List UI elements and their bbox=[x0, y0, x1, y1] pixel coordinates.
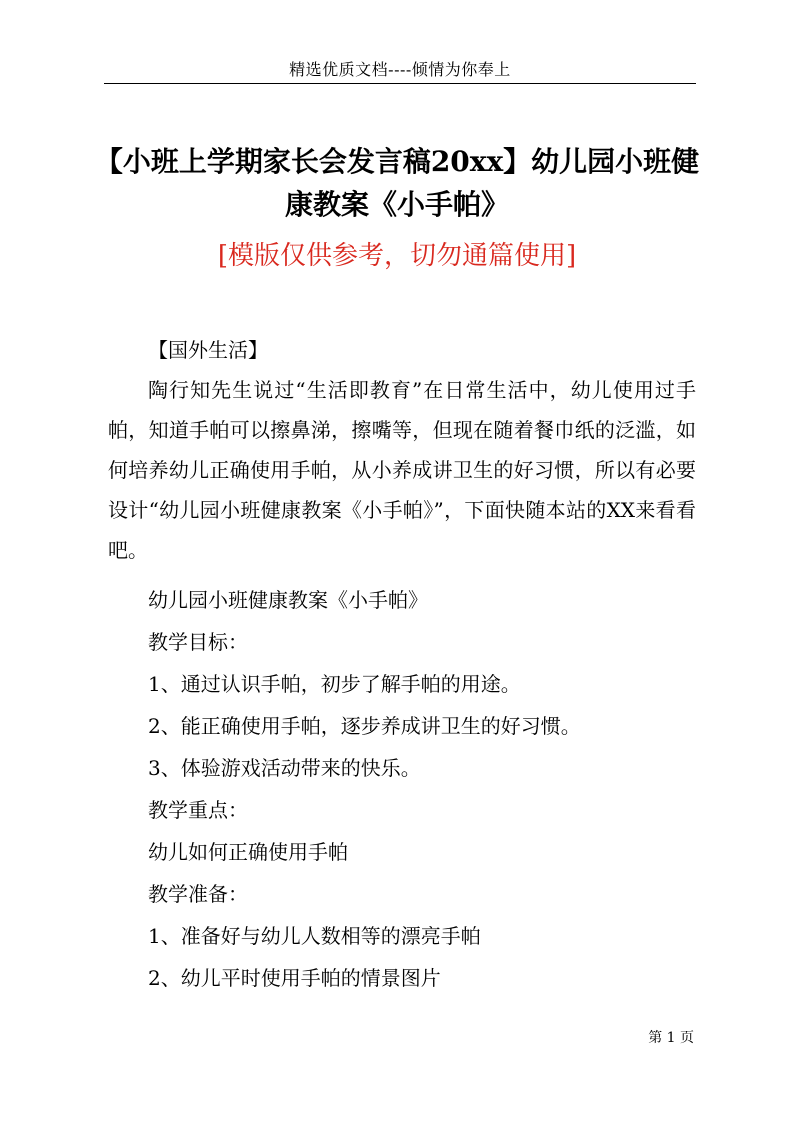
intro-paragraph: 陶行知先生说过“生活即教育”在日常生活中，幼儿使用过手帕，知道手帕可以擦鼻涕，擦嘴等，但现在随着餐巾纸的泛滥，如何培养幼儿正确使用手帕，从小养成讲卫生的好习惯，所以有必要设计“幼儿园小班健康教案《小手帕》”，下面快随本站的XX来看看吧。 bbox=[108, 378, 696, 562]
document-title: 【小班上学期家长会发言稿20xx】幼儿园小班健康教案《小手帕》 bbox=[94, 145, 700, 221]
document-subtitle: [模版仅供参考，切勿通篇使用] bbox=[217, 241, 577, 271]
body-line: 幼儿如何正确使用手帕 bbox=[148, 840, 348, 864]
body-line: 教学重点： bbox=[148, 798, 248, 822]
page-header: 精选优质文档----倾情为你奉上 bbox=[289, 60, 511, 79]
body-line: 教学准备： bbox=[148, 882, 248, 906]
body-line: 1、准备好与幼儿人数相等的漂亮手帕 bbox=[148, 924, 481, 948]
body-line: 1、通过认识手帕，初步了解手帕的用途。 bbox=[148, 672, 521, 696]
body-line: 2、幼儿平时使用手帕的情景图片 bbox=[148, 966, 441, 990]
header-divider bbox=[104, 83, 696, 84]
body-line: 3、体验游戏活动带来的快乐。 bbox=[148, 756, 421, 780]
body-line: 幼儿园小班健康教案《小手帕》 bbox=[148, 588, 428, 612]
section-heading: 【国外生活】 bbox=[148, 338, 268, 362]
body-line: 教学目标： bbox=[148, 630, 248, 654]
page-number: 第 1 页 bbox=[648, 1030, 694, 1046]
body-line: 2、能正确使用手帕，逐步养成讲卫生的好习惯。 bbox=[148, 714, 581, 738]
